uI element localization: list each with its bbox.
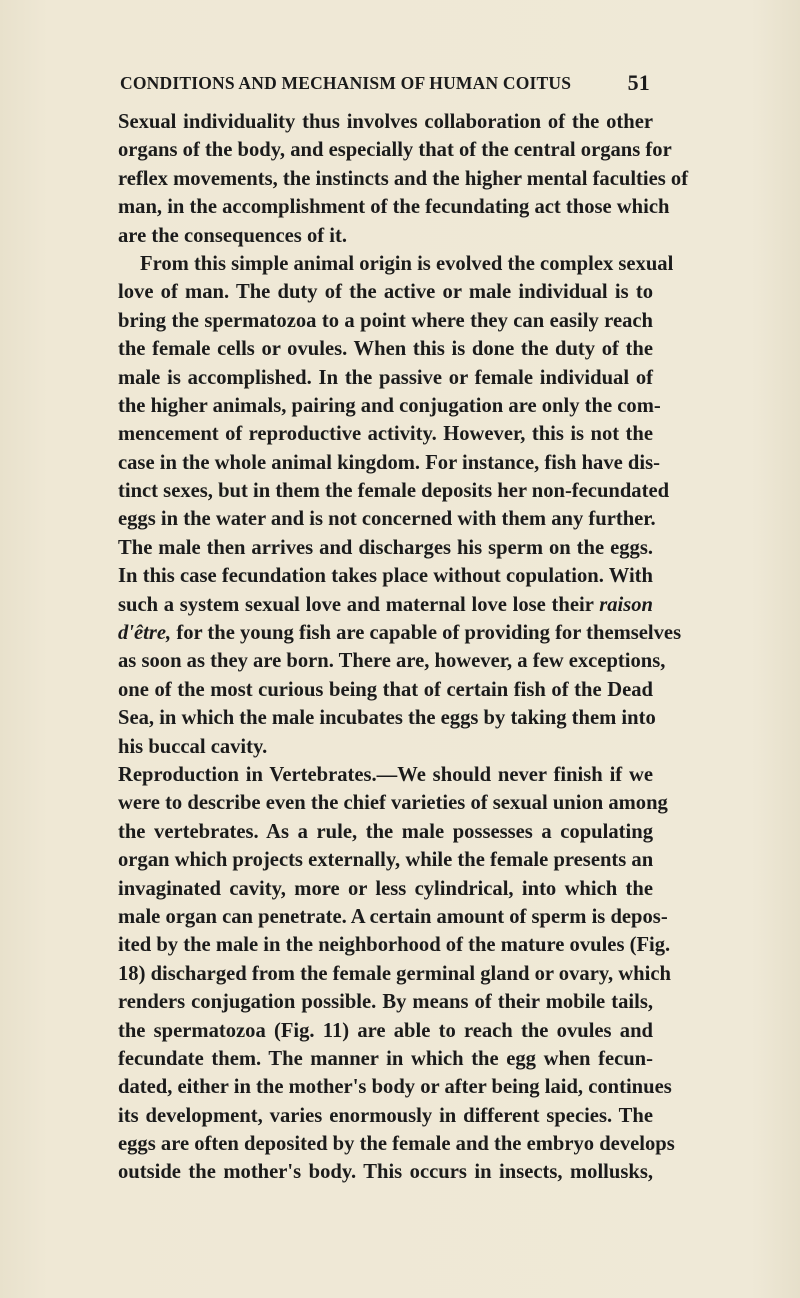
text-line: case in the whole animal kingdom. For instance, fish have dis- bbox=[118, 451, 660, 474]
running-title: CONDITIONS AND MECHANISM OF HUMAN COITUS bbox=[120, 73, 572, 93]
italic-phrase: d'être, bbox=[118, 622, 172, 645]
body-text bbox=[118, 108, 689, 1187]
text-line: the spermatozoa (Fig. 11) are able to reach the ovules and bbox=[118, 1019, 653, 1042]
text-line: the vertebrates. As a rule, the male possesses a copulating bbox=[118, 820, 653, 843]
text-segment: for the young fish are capable of providing for themselves bbox=[176, 622, 682, 645]
text-line: Sea, in which the male incubates the eggs by taking them into bbox=[118, 707, 656, 730]
text-line: bring the spermatozoa to a point where they can easily reach bbox=[118, 309, 653, 332]
text-line: renders conjugation possible. By means of their mobile tails, bbox=[118, 991, 653, 1014]
text-line: The male then arrives and discharges his sperm on the eggs. bbox=[118, 536, 653, 559]
text-line: man, in the accomplishment of the fecundating act those which bbox=[118, 196, 670, 219]
text-line: From this simple animal origin is evolved the complex sexual bbox=[140, 252, 674, 275]
text-line: Sexual individuality thus involves collaboration of the other bbox=[118, 111, 653, 133]
section-heading: Reproduction in Vertebrates. bbox=[118, 763, 377, 786]
text-segment: such a system sexual love and maternal love lose their bbox=[118, 593, 594, 616]
section-heading-line bbox=[118, 761, 653, 789]
text-line-with-italic bbox=[118, 591, 653, 619]
text-line: were to describe even the chief varieties of sexual union among bbox=[118, 792, 668, 815]
text-line: male organ can penetrate. A certain amount of sperm is depos- bbox=[118, 905, 668, 928]
text-line: fecundate them. The manner in which the egg when fecun- bbox=[118, 1047, 653, 1070]
page-number: 51 bbox=[627, 70, 650, 95]
text-line: the female cells or ovules. When this is done the duty of the bbox=[118, 338, 653, 361]
text-line: eggs in the water and is not concerned with them any further. bbox=[118, 508, 656, 531]
text-line: the higher animals, pairing and conjugation are only the com- bbox=[118, 394, 661, 417]
text-line: dated, either in the mother's body or after being laid, continues bbox=[118, 1076, 672, 1099]
text-line: love of man. The duty of the active or male individual is to bbox=[118, 281, 653, 304]
text-line: invaginated cavity, more or less cylindrical, into which the bbox=[118, 877, 653, 900]
text-line: his buccal cavity. bbox=[118, 735, 268, 758]
text-line: organs of the body, and especially that of the central organs for bbox=[118, 139, 672, 162]
text-line: eggs are often deposited by the female and the embryo develops bbox=[118, 1133, 675, 1156]
text-line: one of the most curious being that of certain fish of the Dead bbox=[118, 678, 653, 701]
italic-phrase: raison bbox=[599, 593, 653, 616]
text-line: male is accomplished. In the passive or female individual of bbox=[118, 366, 653, 389]
text-line: In this case fecundation takes place without copulation. With bbox=[118, 565, 653, 588]
text-line: mencement of reproductive activity. However, this is not the bbox=[118, 423, 653, 446]
running-head bbox=[120, 71, 650, 97]
text-line: as soon as they are born. There are, however, a few exceptions, bbox=[118, 650, 666, 673]
text-line: are the consequences of it. bbox=[118, 224, 347, 247]
text-line: tinct sexes, but in them the female deposits her non-fecundated bbox=[118, 480, 670, 503]
text-line: 18) discharged from the female germinal gland or ovary, which bbox=[118, 962, 671, 985]
text-line: outside the mother's body. This occurs in insects, mollusks, bbox=[118, 1161, 653, 1184]
text-line-with-italic bbox=[118, 619, 682, 647]
text-line: organ which projects externally, while the female presents an bbox=[118, 849, 654, 872]
text-line: reflex movements, the instincts and the higher mental faculties of bbox=[118, 167, 689, 190]
text-line: its development, varies enormously in different species. The bbox=[118, 1104, 653, 1127]
text-segment: —We should never finish if we bbox=[376, 763, 653, 786]
text-line: ited by the male in the neighborhood of the mature ovules (Fig. bbox=[118, 934, 671, 957]
